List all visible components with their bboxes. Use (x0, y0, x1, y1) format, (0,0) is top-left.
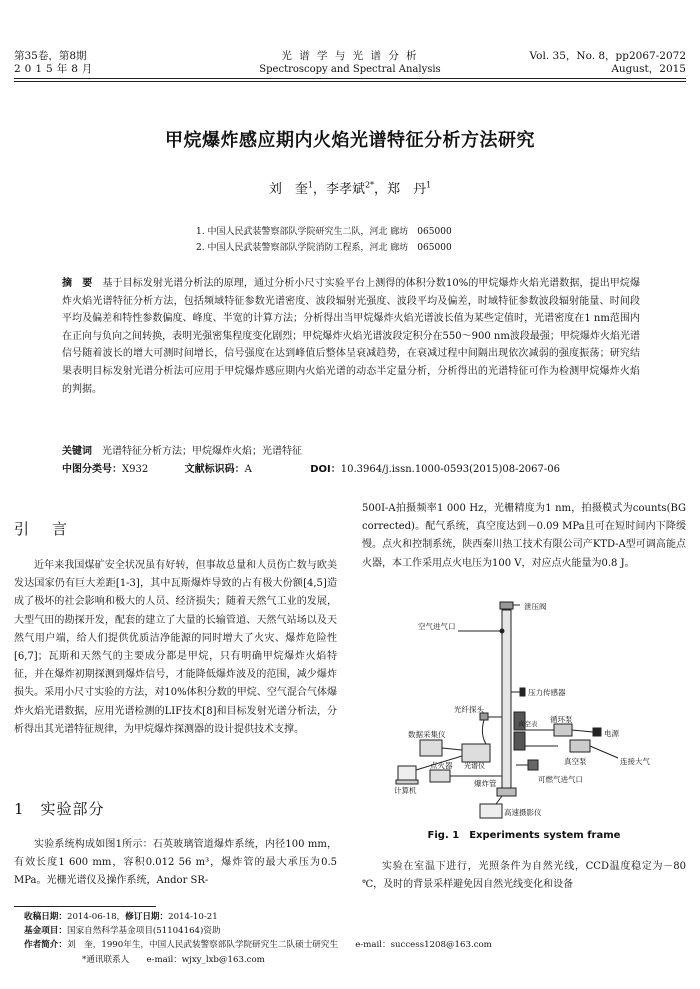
label-igniter: 点火器 (430, 761, 453, 770)
abstract-text: 基于目标发射光谱分析法的原理，通过分析小尺寸实验平台上测得的体积分数10%的甲烷爆炸火焰光谱数据，提出甲烷爆炸火焰光谱特征分析方法，包括频域特征参数光谱密度、波段辐射光强度、波段平均及偏差，时域特征参数波段辐射能量、时间段平均及偏差和特性参数偏度、峰度、半宽的计算方法；分析得出当甲烷爆炸火焰光谱波长值为某些定值时，光谱密度在1 nm范围内在正向与负向之间转换，表明光强密集程度变化剧烈；甲烷爆炸火焰光谱波段定积分在550～900 nm波段最强；甲烷爆炸火焰光谱信号随着波长的增大可测时间增长，信号强度在达到峰值后整体呈衰减趋势，在衰减过程中间隔出现依次减弱的强度振荡；研究结果表明目标发射光谱分析法可应用于甲烷爆炸感应期内火焰光谱的动态半定量分析，分析得出的光谱特征可作为检测甲烷爆炸火焰的判据。 (62, 278, 641, 395)
footnote-dates: 收稿日期：2014-06-18，修订日期：2014-10-21 (24, 912, 218, 922)
footnote-funding: 基金项目：国家自然科学基金项目(51104164)资助 (24, 926, 221, 936)
keywords-text: 光谱特征分析方法；甲烷爆炸火焰；光谱特征 (102, 446, 302, 457)
figure-1-caption: Fig. 1 Experiments system frame (427, 830, 621, 841)
keywords-label: 关键词 (62, 446, 92, 457)
author-affil-mark: 2* (364, 180, 375, 190)
label-explosion-tube: 爆炸管 (474, 779, 497, 788)
label-computer: 计算机 (394, 786, 417, 795)
abstract-label: 摘 要 (62, 278, 93, 289)
header-journal-title: 光 谱 学 与 光 谱 分 析 Spectroscopy and Spectral Analysis (259, 50, 441, 75)
label-fiber-probe: 光纤探头 (454, 705, 484, 714)
label-data-acquisition: 数据采集仪 (408, 730, 446, 739)
paper-title: 甲烷爆炸感应期内火焰光谱特征分析方法研究 (165, 130, 535, 151)
author-name: 李孝斌 (325, 182, 365, 197)
affiliation-1: 1. 中国人民武装警察部队学院研究生二队，河北 廊坊 065000 (196, 227, 452, 237)
section-heading-introduction: 引 言 (14, 520, 72, 538)
doi-value: 10.3964/j.issn.1000-0593(2015)08-2067-06 (340, 464, 561, 475)
label-circulation-pump: 循环泵 (550, 715, 573, 724)
experiment-paragraph-continued: 500I-A拍摄频率1 000 Hz，光栅精度为1 nm，拍摄模式为counts(BG corrected)。配气系统，真空度达到－0.09 MPa且可在短时间内下降缓慢。点火和控制系统，陕西秦川热工技术有限公司产KTD-A型可调高能点火器，本工作采用点火电压为100 V，对应点火能量为0.8 J。 (362, 503, 686, 569)
footnote-author-bio: 作者简介：刘 奎，1990年生，中国人民武装警察部队学院研究生二队硕士研究生 e-mail：success1208@163.com (24, 940, 492, 950)
label-gas-inlet: 可燃气进气口 (538, 775, 583, 784)
vacuum-pump-box (570, 740, 590, 752)
camera-box (480, 804, 502, 818)
keywords (62, 444, 302, 460)
label-high-speed-camera: 高速摄影仪 (504, 808, 542, 817)
affiliation-2: 2. 中国人民武装警察部队学院消防工程系，河北 廊坊 065000 (196, 243, 452, 253)
label-vacuum-pump: 真空泵 (564, 757, 587, 766)
header-rule-thin (14, 81, 686, 82)
label-spectrometer: 光谱仪 (464, 762, 485, 770)
figure-1-experiment-diagram (388, 600, 664, 822)
experiment-conditions-paragraph: 实验在室温下进行，光照条件为自然光线，CCD温度稳定为－80 ℃，及时的背景采样避免因自然光线变化和设备 (362, 861, 686, 891)
author-list: 刘 奎$^1$，李孝斌$^{2*}$，郑 丹$^1$ (268, 180, 432, 197)
clc-value: X932 (122, 464, 149, 475)
author-name: 郑 丹 (387, 182, 427, 197)
power-block (593, 728, 601, 736)
doc-code-label: 文献标识码： (184, 464, 245, 475)
label-air-inlet: 空气进气口 (418, 622, 456, 631)
label-pressure-sensor: 压力传感器 (528, 688, 566, 697)
circulation-pump-box (554, 724, 572, 736)
igniter-box (430, 770, 450, 782)
footnote-corresponding-author: *通讯联系人 e-mail：wjxy_lxb@163.com (82, 955, 265, 965)
doi-label: DOI： (310, 464, 341, 475)
spectrometer-box (462, 744, 490, 762)
footnote-rule (14, 906, 156, 907)
computer-monitor (398, 766, 416, 780)
experiment-paragraph: 实验系统构成如图1所示：石英玻璃管道爆炸系统，内径100 mm，有效长度1 600 mm，容积0.012 56 m³，爆炸管的最大承压为0.5 MPa。光栅光谱仪及操作系统，Andor SR- (14, 839, 337, 887)
label-to-atmosphere: 连接大气 (620, 757, 650, 766)
explosion-tube-shape (502, 610, 511, 788)
label-power: 电源 (604, 729, 619, 738)
introduction-paragraph: 近年来我国煤矿安全状况虽有好转，但事故总量和人员伤亡数与欧美发达国家仍有巨大差距[1-3]，其中瓦斯爆炸导致的占有极大份额[4,5]造成了极坏的社会影响和极大的人员、经济损失；随着天然气工业的发展，大型气田的勘探开发，配套的建立了大量的长输管道、天然气站场以及天然气用户端，给人们提供优质洁净能源的同时增大了火灾、爆炸危险性[6,7]；瓦斯和天然气的主要成分都是甲烷，只有明确甲烷爆炸火焰特征，并在爆炸初期探测到爆炸信号，才能降低爆炸波及的范围，减少爆炸损失。采用小尺寸实验的方法，对10%体积分数的甲烷、空气混合气体爆炸火焰光谱数据，应用光谱检测的LIF技术[8]和目标发射光谱分析法，分析得出其光谱特征规律，为甲烷爆炸探测器的设计提供技术支撑。 (14, 560, 337, 735)
section-heading-experiment: 1 实验部分 (14, 800, 105, 818)
author-name: 刘 奎 (268, 182, 308, 197)
header-volume-issue: 第35卷，第8期 2015年8月 (14, 50, 97, 75)
doc-code-value: A (244, 464, 252, 475)
label-vacuum-gauge: 真空表 (518, 720, 538, 728)
classification-line (62, 462, 560, 478)
header-citation: Vol. 35，No. 8，pp2067-2072 August，2015 (529, 50, 686, 75)
author-affil-mark: 1 (426, 180, 432, 190)
label-relief-valve: 泄压阀 (524, 602, 547, 611)
clc-label: 中图分类号： (62, 464, 122, 475)
author-affil-mark: 1 (307, 180, 313, 190)
data-acquisition-box (420, 740, 442, 756)
header-rule (14, 78, 686, 79)
abstract (62, 275, 640, 398)
